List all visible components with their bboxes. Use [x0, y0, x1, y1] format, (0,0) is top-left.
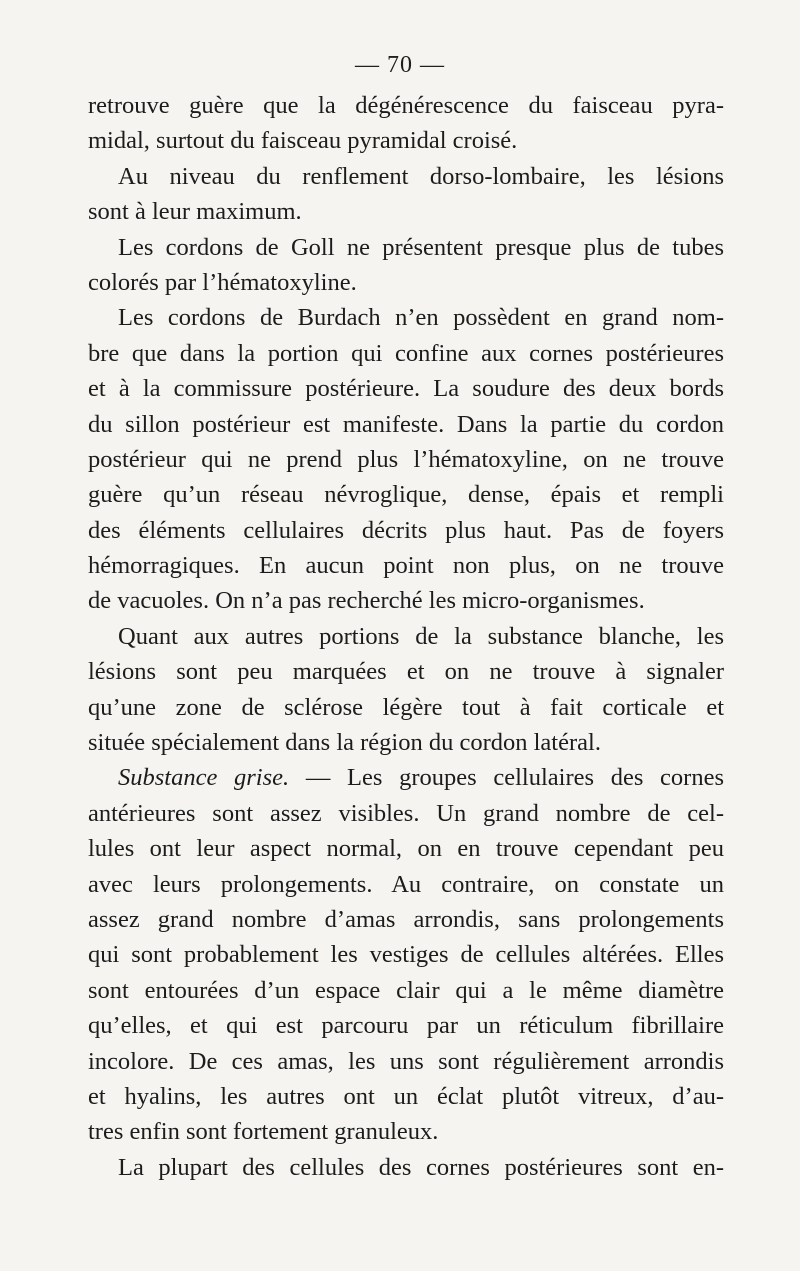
text-line: sont entourées d’un espace clair qui a le même diamètre — [88, 976, 724, 1004]
text-line: retrouve guère que la dégénérescence du faisceau pyra- — [88, 92, 724, 119]
text-line: avec leurs prolongements. Au contraire, on constate un — [88, 870, 724, 898]
text-line: et hyalins, les autres ont un éclat plutôt vitreux, d’au- — [88, 1082, 724, 1110]
text-line-content: — Les groupes cellulaires des cornes — [289, 764, 724, 792]
body-text — [88, 88, 724, 1185]
text-line: postérieur qui ne prend plus l’hématoxyline, on ne trouve — [88, 445, 724, 473]
text-line: midal, surtout du faisceau pyramidal croisé. — [88, 127, 518, 155]
text-line: lules ont leur aspect normal, on en trouve cependant peu — [88, 835, 724, 863]
text-line: du sillon postérieur est manifeste. Dans la partie du cordon — [88, 410, 724, 438]
text-line: des éléments cellulaires décrits plus haut. Pas de foyers — [88, 516, 724, 544]
text-line: Quant aux autres portions de la substance blanche, les — [118, 622, 724, 650]
text-line: sont à leur maximum. — [88, 198, 302, 226]
text-line: Au niveau du renflement dorso-lombaire, les lésions — [118, 162, 724, 190]
text-line: colorés par l’hématoxyline. — [88, 268, 357, 296]
text-line: de vacuoles. On n’a pas recherché les micro-organismes. — [88, 587, 645, 615]
text-line: Les cordons de Goll ne présentent presque plus de tubes — [118, 233, 724, 261]
text-line: assez grand nombre d’amas arrondis, sans prolongements — [88, 905, 724, 933]
text-line: bre que dans la portion qui confine aux cornes postérieures — [88, 339, 724, 367]
text-line: qui sont probablement les vestiges de cellules altérées. Elles — [88, 941, 724, 969]
text-line: qu’une zone de sclérose légère tout à fait corticale et — [88, 693, 724, 721]
text-line — [88, 760, 724, 795]
text-line: située spécialement dans la région du cordon latéral. — [88, 729, 601, 757]
text-line: La plupart des cellules des cornes postérieures sont en- — [118, 1153, 724, 1181]
text-line: hémorragiques. En aucun point non plus, on ne trouve — [88, 552, 724, 580]
text-line: incolore. De ces amas, les uns sont régulièrement arrondis — [88, 1047, 724, 1075]
text-line: tres enfin sont fortement granuleux. — [88, 1118, 439, 1146]
text-line: qu’elles, et qui est parcouru par un réticulum fibrillaire — [88, 1012, 724, 1040]
text-line: antérieures sont assez visibles. Un grand nombre de cel- — [88, 799, 724, 827]
text-line: Les cordons de Burdach n’en possèdent en grand nom- — [118, 304, 724, 332]
text-line: lésions sont peu marquées et on ne trouve à signaler — [88, 658, 724, 686]
page-number: — 70 — — [355, 52, 445, 78]
text-line: et à la commissure postérieure. La soudure des deux bords — [88, 375, 724, 403]
text-line: guère qu’un réseau névroglique, dense, épais et rempli — [88, 481, 724, 509]
section-heading: Substance grise. — [118, 764, 290, 792]
